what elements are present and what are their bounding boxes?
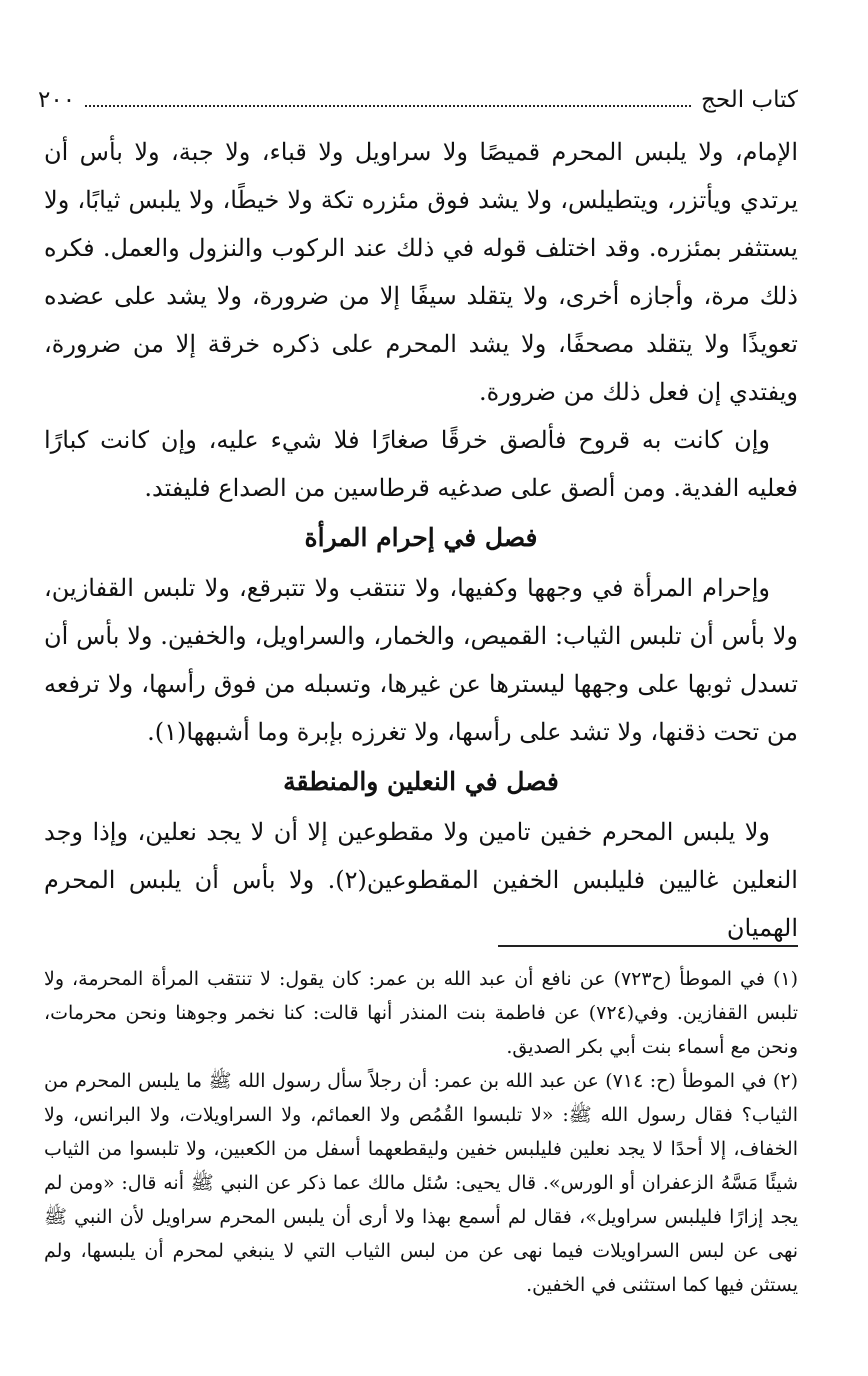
footnote-1: (١) في الموطأ (ح٧٢٣) عن نافع أن عبد الله بن عمر: كان يقول: لا تنتقب المرأة المحرمة، ولا تلبس القفازين. وفي(٧٢٤) عن فاطمة بنت المنذر أنها قالت: كنا نخمر وجوهنا ونحن محرمات، ونحن مع أسماء بنت أبي بكر الصديق. [44, 968, 798, 1058]
footnote-separator [498, 945, 798, 947]
footnotes [44, 962, 798, 1302]
footnote-2: (٢) في الموطأ (ح: ٧١٤) عن عبد الله بن عمر: أن رجلاً سأل رسول الله ﷺ ما يلبس المحرم من الثياب؟ فقال رسول الله ﷺ: «لا تلبسوا القُمُص ولا العمائم، ولا السراويلات، ولا البرانس، ولا الخفاف، إلا أحدًا لا يجد نعلين فليلبس خفين وليقطعهما أسفل من الكعبين، ولا تلبسوا من الثياب شيئًا مَسَّهُ الزعفران أو الورس». قال يحيى: سُئل مالك عما ذكر عن النبي ﷺ أنه قال: «ومن لم يجد إزارًا فليلبس سراويل»، فقال لم أسمع بهذا ولا أرى أن يلبس المحرم سراويل لأن النبي ﷺ نهى عن لبس السراويلات فيما نهى عن من لبس الثياب التي لا ينبغي لمحرم أن يلبسها، ولم يستثن فيها كما استثنى في الخفين. [44, 1070, 798, 1296]
paragraph-4: ولا يلبس المحرم خفين تامين ولا مقطوعين إلا أن لا يجد نعلين، وإذا وجد النعلين غاليين فليلبس الخفين المقطوعين(٢). ولا بأس أن يلبس المحرم الهميان [44, 818, 798, 942]
running-header [38, 80, 798, 120]
main-text [44, 128, 798, 952]
paragraph-1: الإمام، ولا يلبس المحرم قميصًا ولا سراويل ولا قباء، ولا جبة، ولا بأس أن يرتدي ويأتزر، ويتطيلس، ولا يشد فوق مئزره تكة ولا خيطًا، ولا يلبس ثيابًا، ولا يستثفر بمئزره. وقد اختلف قوله في ذلك عند الركوب والنزول والعمل. فكره ذلك مرة، وأجازه أخرى، ولا يتقلد سيفًا إلا من ضرورة، ولا يشد على عضده تعويذًا ولا يتقلد مصحفًا، ولا يشد المحرم على ذكره خرقة إلا من ضرورة، ويفتدي إن فعل ذلك من ضرورة. [44, 138, 798, 406]
header-dot-leader [85, 105, 691, 107]
section-heading-woman-ihram: فصل في إحرام المرأة [304, 523, 538, 552]
section-heading-sandals-belt: فصل في النعلين والمنطقة [283, 767, 559, 796]
book-title: كتاب الحج [701, 87, 798, 113]
page-number: ٢٠٠ [38, 87, 76, 113]
paragraph-3: وإحرام المرأة في وجهها وكفيها، ولا تنتقب ولا تتبرقع، ولا تلبس القفازين، ولا بأس أن تلبس الثياب: القميص، والخمار، والسراويل، والخفين. ولا بأس أن تسدل ثوبها على وجهها ليسترها عن غيرها، وتسبله من فوق رأسها، ولا ترفعه من تحت ذقنها، ولا تشد على رأسها، ولا تغرزه بإبرة وما أشبهها(١). [44, 574, 798, 746]
paragraph-2: وإن كانت به قروح فألصق خرقًا صغارًا فلا شيء عليه، وإن كانت كبارًا فعليه الفدية. ومن ألصق على صدغيه قرطاسين من الصداع فليفتد. [44, 426, 798, 502]
